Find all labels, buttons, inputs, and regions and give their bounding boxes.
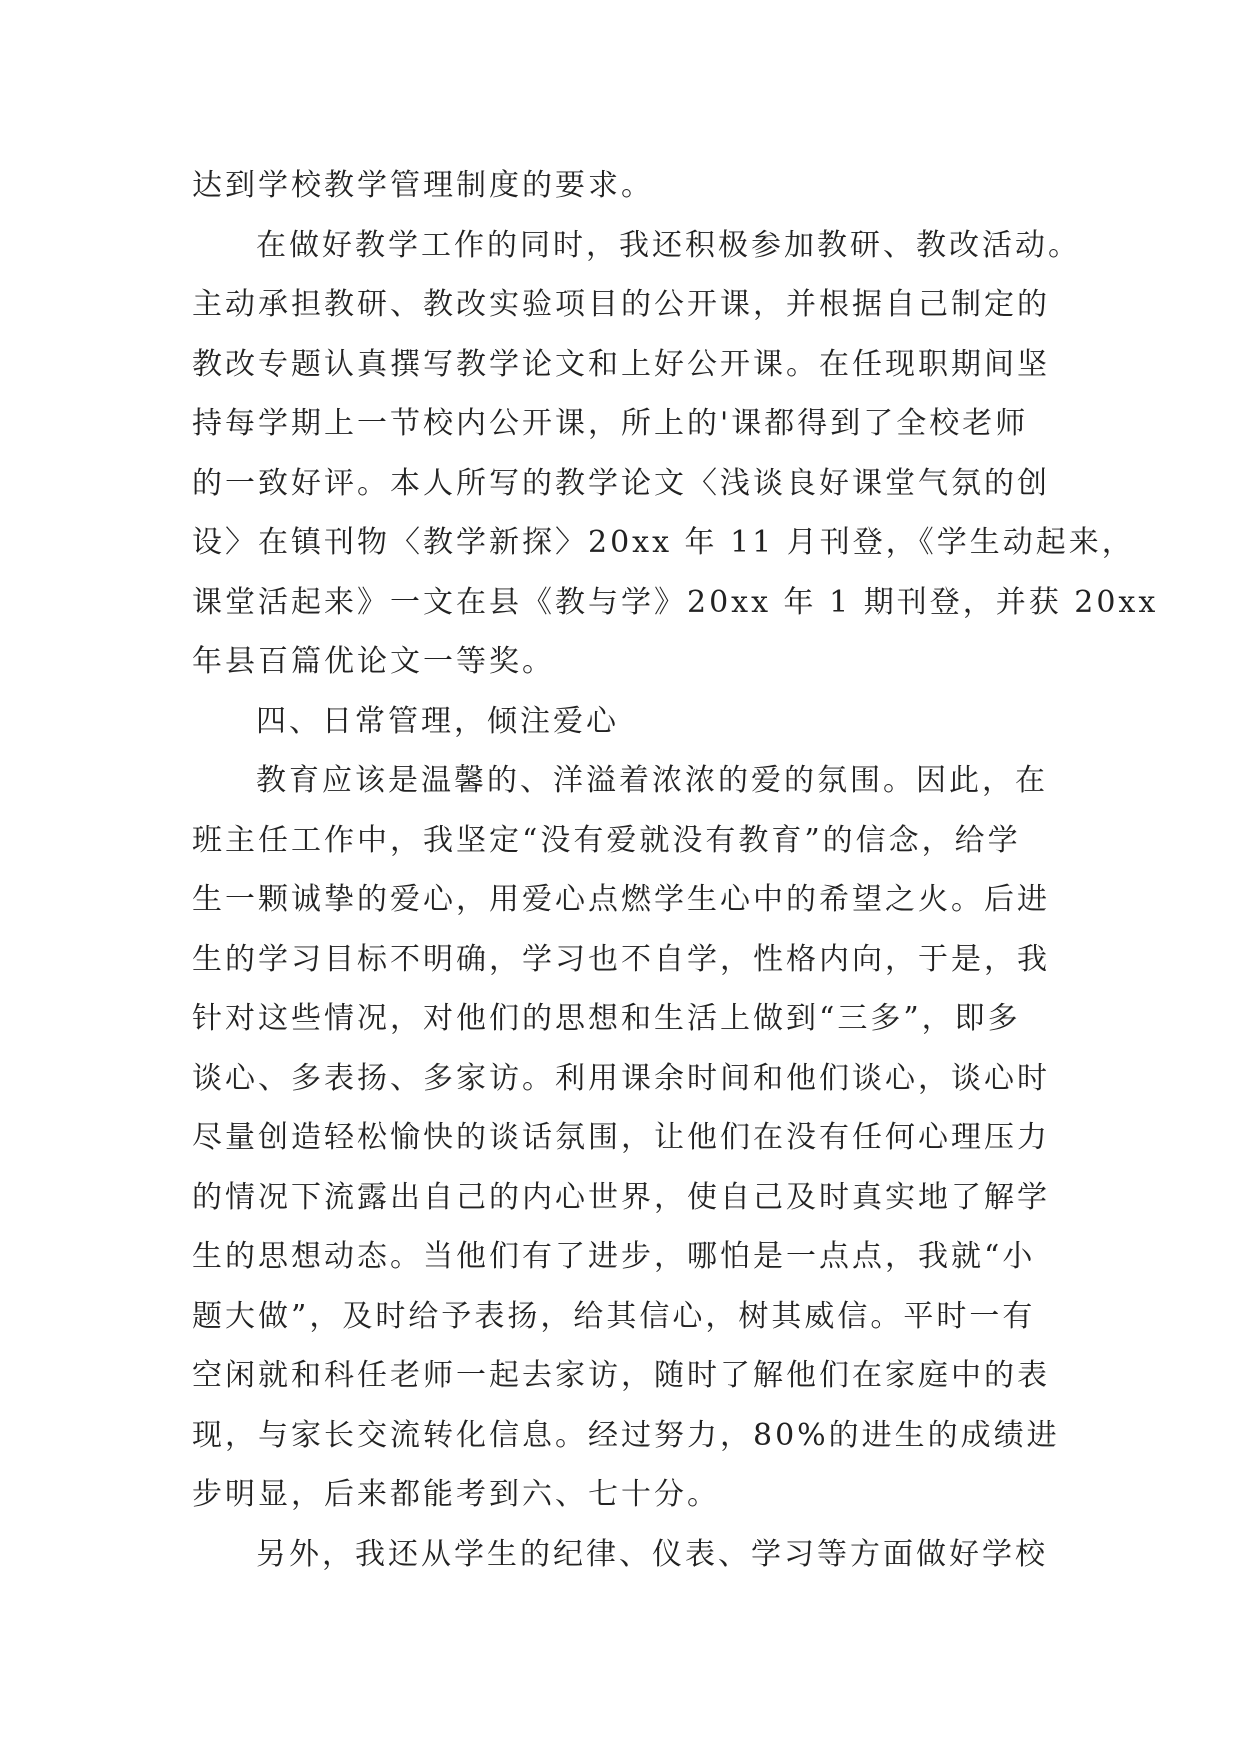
text-line: 空闲就和科任老师一起去家访，随时了解他们在家庭中的表 bbox=[192, 1358, 1050, 1393]
text-line: 主动承担教研、教改实验项目的公开课，并根据自己制定的 bbox=[192, 287, 1050, 322]
text-line: 设〉在镇刊物〈教学新探〉20xx 年 11 月刊登，《学生动起来， bbox=[192, 525, 1135, 560]
text-line: 年县百篇优论文一等奖。 bbox=[192, 644, 555, 679]
text-line: 尽量创造轻松愉快的谈话氛围，让他们在没有任何心理压力 bbox=[192, 1120, 1050, 1155]
body-text bbox=[192, 156, 1159, 1584]
text-line: 在做好教学工作的同时，我还积极参加教研、教改活动。 bbox=[256, 227, 1081, 263]
text-line: 课堂活起来》一文在县《教与学》20xx 年 1 期刊登，并获 20xx bbox=[192, 584, 1159, 620]
text-line: 班主任工作中，我坚定“没有爱就没有教育”的信念，给学 bbox=[192, 822, 1021, 858]
text-line: 的一致好评。本人所写的教学论文〈浅谈良好课堂气氛的创 bbox=[192, 465, 1050, 501]
text-line: 题大做”，及时给予表扬，给其信心，树其威信。平时一有 bbox=[192, 1298, 1036, 1334]
text-line: 另外，我还从学生的纪律、仪表、学习等方面做好学校 bbox=[256, 1536, 1048, 1572]
text-line: 谈心、多表扬、多家访。利用课余时间和他们谈心，谈心时 bbox=[192, 1060, 1050, 1096]
text-line: 的情况下流露出自己的内心世界，使自己及时真实地了解学 bbox=[192, 1179, 1050, 1215]
text-line: 生的思想动态。当他们有了进步，哪怕是一点点，我就“小 bbox=[192, 1239, 1036, 1274]
text-line: 教育应该是温馨的、洋溢着浓浓的爱的氛围。因此，在 bbox=[256, 763, 1048, 798]
text-line: 达到学校教学管理制度的要求。 bbox=[192, 168, 654, 203]
section-heading: 四、日常管理，倾注爱心 bbox=[256, 703, 619, 739]
text-line: 步明显，后来都能考到六、七十分。 bbox=[192, 1477, 720, 1512]
text-line: 生的学习目标不明确，学习也不自学，性格内向，于是，我 bbox=[192, 941, 1050, 977]
text-line: 现，与家长交流转化信息。经过努力，80%的进生的成绩进 bbox=[192, 1417, 1060, 1453]
text-line: 生一颗诚挚的爱心，用爱心点燃学生心中的希望之火。后进 bbox=[192, 882, 1050, 917]
text-line: 针对这些情况，对他们的思想和生活上做到“三多”，即多 bbox=[192, 1001, 1021, 1036]
text-line: 持每学期上一节校内公开课，所上的'课都得到了全校老师 bbox=[192, 406, 1029, 441]
text-line: 教改专题认真撰写教学论文和上好公开课。在任现职期间坚 bbox=[192, 346, 1050, 382]
